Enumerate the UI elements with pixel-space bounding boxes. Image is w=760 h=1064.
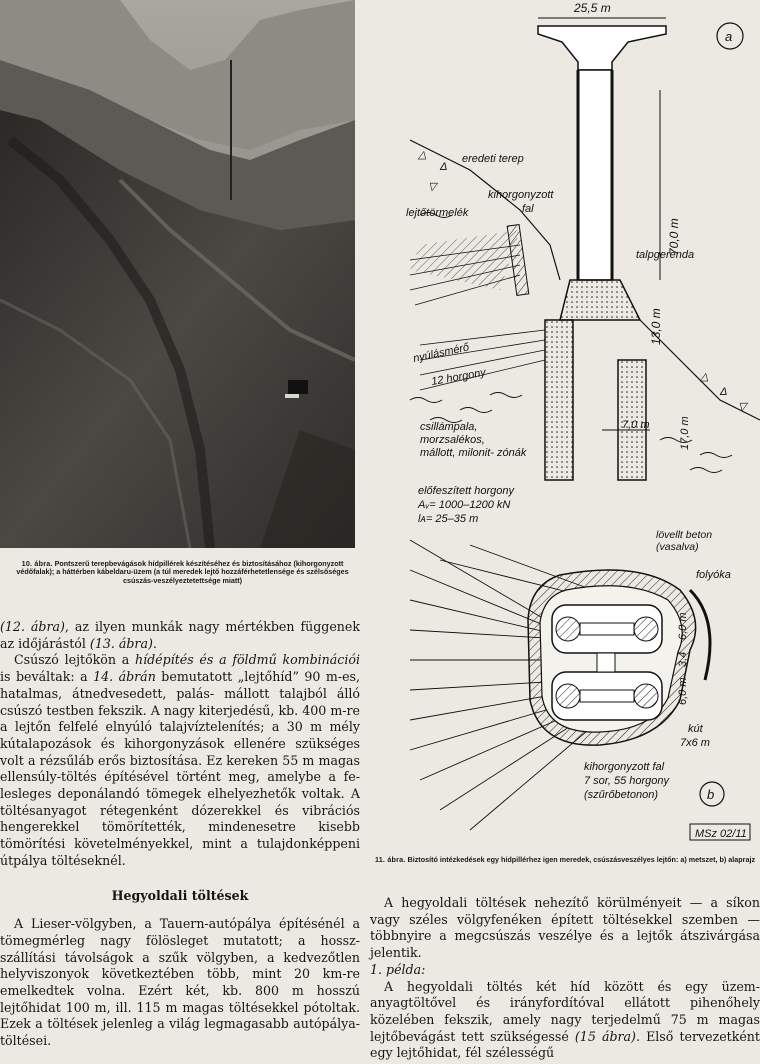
label-wall-b-3: (szűrőbetonon) bbox=[584, 789, 658, 801]
label-zones-2: morzsalékos, bbox=[420, 434, 485, 446]
dimension-label: 3,4 bbox=[677, 651, 689, 667]
label-prestressed-anchor: előfeszített horgony bbox=[418, 485, 515, 497]
text: , az ilyen munkák nagy mértékben függenek az időjárástól bbox=[0, 619, 360, 651]
paragraph: A hegyoldali töltések nehezítő körülményeit — a síkon vagy széles völgyfenéken épített töltésekkel szemben — többnyire a megcsúszás veszélye és a lejtők átszivárgása jelentik. bbox=[370, 895, 760, 961]
svg-text:Δ: Δ bbox=[440, 161, 448, 173]
part-b-label: b bbox=[707, 787, 715, 802]
example-title: 1. példa: bbox=[370, 961, 426, 977]
emphasis: hídépítés és a földmű kombinációi bbox=[134, 652, 360, 668]
dimension-label: 17,0 m bbox=[679, 416, 691, 450]
text: is beváltak: a bbox=[0, 669, 94, 685]
text: bemutatott „lejtőhíd” 90 m-es, hatalmas, átnedvesedett, palás- mállott talajból álló csúszó testben fekszik. A nagy kiterjedésű, kb. 400 m-re a lejtőn felfelé elnyúló talajvíztelenítés; a 30 m mély kútalapozások és kihorgonyzások ellenére szükséges volt a rézsűláb erős biztosítása. Ez kereken 55 m magas ellensúly-töltés építésével történt meg, amelybe a felesleges deponálandó tömegek elhelyezhetők voltak. A töltésanyagot rétegenként dózerekkel és vibrációs hengerekkel tömörítették, mindenesetre kisebb tömörítési követelményekkel, mint a tulajdonképpeni útpálya töltéseknél. bbox=[0, 669, 360, 868]
part-a-label: a bbox=[725, 29, 733, 44]
svg-text:▽: ▽ bbox=[428, 181, 437, 193]
text: . Első tervezetként egy lejtőhidat, fél szélességű bbox=[370, 1028, 760, 1061]
label-wall-b: kihorgonyzott fal bbox=[584, 761, 665, 773]
figure-ref: (15 ábra) bbox=[574, 1028, 636, 1044]
label-anchors: 12 horgony bbox=[430, 366, 487, 388]
text: Csúszó lejtőkön a bbox=[14, 652, 135, 668]
text: A hegyoldali töltés két híd között és egy üzemanyagtöltővel és irányfordítóval ellátott pihenőhely közelében fekszik, amely nagy terjedelmű 75 m magas lejtőbevágást tett szükségessé bbox=[370, 978, 760, 1044]
dimension-label: 70,0 m bbox=[667, 218, 681, 255]
dimension-label: 25,5 m bbox=[574, 1, 611, 15]
label-shotcrete-2: (vasalva) bbox=[656, 541, 699, 553]
caption-label: 10. ábra. bbox=[21, 559, 53, 568]
caption-label: 11. ábra. bbox=[374, 855, 406, 864]
example-label bbox=[370, 962, 760, 979]
label-zones-1: csillámpala, bbox=[420, 421, 478, 433]
right-text-column bbox=[370, 895, 760, 1062]
figure-10-caption bbox=[10, 560, 355, 585]
label-anchor-length: lᴀ= 25–35 m bbox=[418, 513, 479, 525]
label-footing-beam: talpgerenda bbox=[636, 249, 695, 261]
valley-photograph bbox=[0, 0, 355, 548]
text: . bbox=[152, 635, 157, 651]
svg-text:△: △ bbox=[700, 371, 709, 383]
label-extensometer: nyúlásmérő bbox=[412, 341, 471, 365]
svg-text:▽: ▽ bbox=[738, 401, 747, 413]
label-wall-b-2: 7 sor, 55 horgony bbox=[584, 775, 670, 787]
drawing-code: MSz 02/11 bbox=[695, 828, 747, 840]
figure-11-drawing bbox=[366, 0, 760, 855]
dimension-label: 13,0 m bbox=[649, 308, 663, 345]
left-text-column bbox=[0, 619, 360, 1050]
label-anchored-wall-2: fal bbox=[522, 203, 534, 215]
figure-ref: 14. ábrán bbox=[93, 669, 156, 685]
label-shotcrete: lövellt beton bbox=[656, 529, 713, 541]
label-anchor-force: Aᵥ= 1000–1200 kN bbox=[418, 499, 511, 511]
dimension-label: 7,0 m bbox=[622, 419, 650, 431]
paragraph bbox=[0, 652, 360, 869]
label-well: kút bbox=[688, 723, 703, 735]
well-foundation-left bbox=[545, 320, 573, 480]
label-zones-3: mállott, milonit- zónák bbox=[420, 447, 527, 459]
bridge-pier bbox=[578, 70, 612, 280]
svg-text:△: △ bbox=[418, 149, 427, 161]
label-original-terrain: eredeti terep bbox=[462, 153, 524, 165]
caption-text: Pontszerű terepbevágások hídpillérek készítéséhez és biztosításához (kihorgonyzott védőfalak); a háttérben kábeldaru-üzem (a túl meredek lejtő hozzáférhetetlensége és szélsőséges csúszás-veszélyeztetettsége miatt) bbox=[16, 559, 349, 585]
figure-11-caption bbox=[370, 856, 760, 864]
figure-ref: (12. ábra) bbox=[0, 619, 65, 634]
figure-ref: (13. ábra) bbox=[89, 635, 153, 651]
paragraph bbox=[370, 979, 760, 1063]
section-heading: Hegyoldali töltések bbox=[111, 887, 249, 903]
svg-text:Δ: Δ bbox=[720, 386, 728, 398]
caption-text: Biztosító intézkedések egy hídpillérhez igen meredek, csúszásveszélyes lejtőn: a) metszet, b) alaprajz bbox=[407, 855, 756, 864]
paragraph: A Lieser-völgyben, a Tauern-autópálya építésénél a tömegmérleg nagy fölösleget mutatott; a hossz-szállítási távolságok a szűk völgyben, a kedvezőtlen helyviszonyok következtében több, mint 20 km-re emelkedtek volna. Ezért két, kb. 800 m hosszú lejtőhidat 100 m, ill. 115 m magas töltésekkel pótoltak. Ezek a töltések jelenleg a világ legmagasabb autópálya-töltései. bbox=[0, 916, 360, 1049]
bridge-deck bbox=[538, 26, 666, 70]
label-well-size: 7x6 m bbox=[680, 737, 710, 749]
label-drain: folyóka bbox=[696, 569, 731, 581]
dimension-label: 6,0 m bbox=[677, 677, 689, 705]
label-slope-debris: lejtőtörmelék bbox=[406, 207, 469, 219]
footing-beam bbox=[560, 280, 640, 320]
label-anchored-wall: kihorgonyzott bbox=[488, 189, 554, 201]
paragraph bbox=[0, 619, 360, 652]
dimension-label: 6,0 m bbox=[677, 612, 689, 640]
